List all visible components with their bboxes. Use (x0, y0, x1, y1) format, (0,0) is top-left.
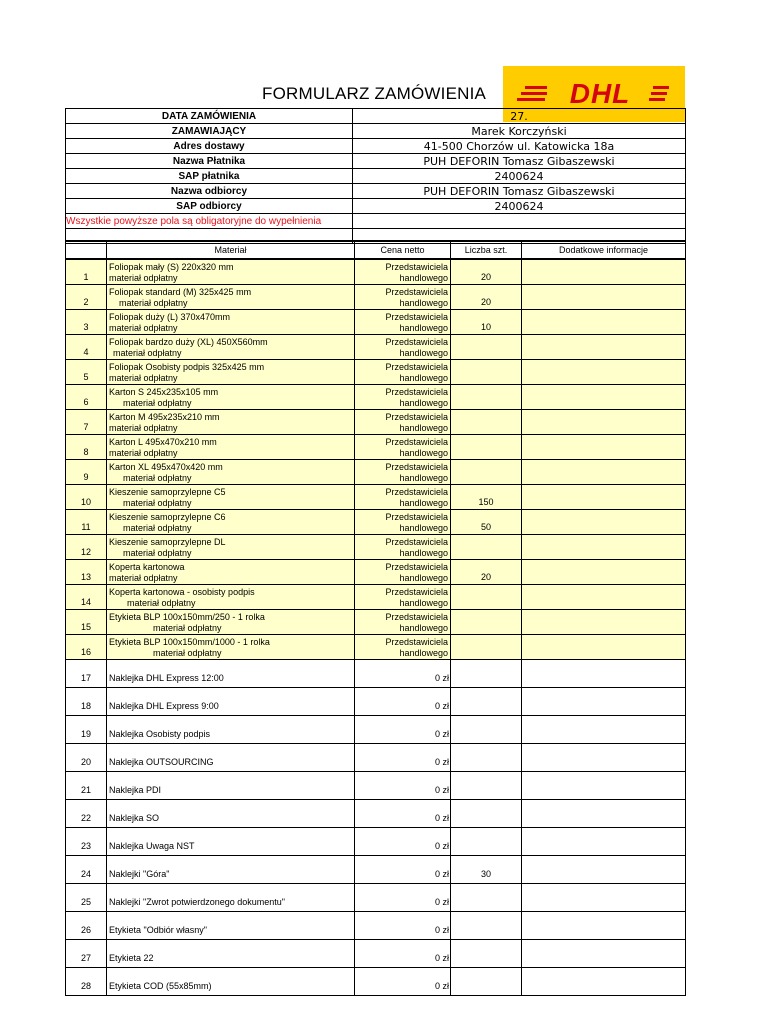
item-material (107, 610, 355, 635)
item-material: Etykieta 22 (107, 940, 355, 968)
item-material: Etykieta COD (55x85mm) (107, 968, 355, 996)
item-paid-note: materiał odpłatny (123, 498, 192, 508)
item-number: 20 (66, 744, 107, 772)
item-info-input[interactable] (522, 884, 686, 912)
item-price (355, 310, 451, 335)
item-price-line1: Przedstawiciela (385, 587, 448, 597)
item-row (66, 800, 686, 828)
item-paid-note: materiał odpłatny (123, 523, 192, 533)
item-row (66, 968, 686, 996)
item-number: 11 (66, 510, 107, 535)
item-number: 25 (66, 884, 107, 912)
item-material (107, 435, 355, 460)
item-price-line2: handlowego (399, 573, 448, 583)
item-qty-input[interactable] (451, 610, 522, 635)
item-paid-note: materiał odpłatny (123, 398, 192, 408)
item-paid-note: materiał odpłatny (109, 323, 178, 333)
item-price-line1: Przedstawiciela (385, 537, 448, 547)
item-info-input[interactable] (522, 968, 686, 996)
item-paid-note: materiał odpłatny (109, 373, 178, 383)
item-price (355, 460, 451, 485)
item-price-line1: Przedstawiciela (385, 412, 448, 422)
item-number: 9 (66, 460, 107, 485)
item-info-input[interactable] (522, 744, 686, 772)
item-qty-input[interactable] (451, 385, 522, 410)
col-material-header: Materiał (107, 241, 355, 259)
item-material: Naklejka PDI (107, 772, 355, 800)
header-row (66, 184, 686, 199)
item-price: 0 zł (355, 688, 451, 716)
header-value-field[interactable]: 2400624 (353, 169, 686, 184)
item-material (107, 560, 355, 585)
item-name: Etykieta BLP 100x150mm/250 - 1 rolka (109, 612, 265, 622)
item-row (66, 828, 686, 856)
item-material (107, 259, 355, 285)
item-row (66, 510, 686, 535)
item-material (107, 410, 355, 435)
item-row (66, 360, 686, 385)
item-price-line1: Przedstawiciela (385, 337, 448, 347)
item-qty-input[interactable] (451, 744, 522, 772)
item-material: Etykieta "Odbiór własny" (107, 912, 355, 940)
required-note-row (66, 214, 686, 229)
item-number: 21 (66, 772, 107, 800)
item-price-line1: Przedstawiciela (385, 362, 448, 372)
item-row (66, 744, 686, 772)
item-info-input[interactable] (522, 688, 686, 716)
item-price (355, 585, 451, 610)
item-row (66, 912, 686, 940)
item-name: Koperta kartonowa (109, 562, 185, 572)
item-name: Foliopak bardzo duży (XL) 450X560mm (109, 337, 268, 347)
item-row (66, 435, 686, 460)
item-price (355, 360, 451, 385)
item-price (355, 610, 451, 635)
item-price: 0 zł (355, 940, 451, 968)
item-price-line1: Przedstawiciela (385, 512, 448, 522)
required-note: Wszystkie powyższe pola są obligatoryjne do wypełnienia (66, 214, 353, 229)
item-number: 3 (66, 310, 107, 335)
item-qty-input[interactable] (451, 912, 522, 940)
item-name: Kieszenie samoprzylepne DL (109, 537, 226, 547)
item-paid-note: materiał odpłatny (127, 598, 196, 608)
item-price: 0 zł (355, 744, 451, 772)
item-number: 16 (66, 635, 107, 660)
item-row (66, 485, 686, 510)
item-material: Naklejka DHL Express 12:00 (107, 660, 355, 688)
item-material (107, 485, 355, 510)
item-price-line2: handlowego (399, 623, 448, 633)
item-price: 0 zł (355, 772, 451, 800)
item-name: Kieszenie samoprzylepne C5 (109, 487, 226, 497)
item-info-input[interactable] (522, 335, 686, 360)
item-row (66, 716, 686, 744)
item-price: 0 zł (355, 912, 451, 940)
item-price: 0 zł (355, 660, 451, 688)
item-name: Etykieta BLP 100x150mm/1000 - 1 rolka (109, 637, 270, 647)
header-label: SAP płatnika (66, 169, 353, 184)
item-price-line2: handlowego (399, 648, 448, 658)
item-info-input[interactable] (522, 410, 686, 435)
dhl-logo-text: DHL (569, 78, 631, 109)
item-price-line2: handlowego (399, 323, 448, 333)
header-value-field[interactable]: PUH DEFORIN Tomasz Gibaszewski (353, 154, 686, 169)
item-number: 8 (66, 435, 107, 460)
item-qty-input[interactable]: 150 (451, 485, 522, 510)
item-material (107, 335, 355, 360)
item-row (66, 884, 686, 912)
item-qty-input[interactable] (451, 940, 522, 968)
item-price-line2: handlowego (399, 423, 448, 433)
item-qty-input[interactable] (451, 460, 522, 485)
item-info-input[interactable] (522, 360, 686, 385)
item-qty-input[interactable]: 20 (451, 285, 522, 310)
items-table (65, 240, 686, 996)
item-price (355, 385, 451, 410)
item-material: Naklejki "Góra" (107, 856, 355, 884)
item-material (107, 310, 355, 335)
item-qty-input[interactable] (451, 688, 522, 716)
item-price-line1: Przedstawiciela (385, 562, 448, 572)
item-row (66, 410, 686, 435)
item-price (355, 410, 451, 435)
item-qty-input[interactable]: 50 (451, 510, 522, 535)
item-material: Naklejka OUTSOURCING (107, 744, 355, 772)
item-price (355, 535, 451, 560)
col-price-header: Cena netto (355, 241, 451, 259)
item-qty-input[interactable]: 30 (451, 856, 522, 884)
item-price-line2: handlowego (399, 448, 448, 458)
item-price (355, 635, 451, 660)
header-value-field[interactable]: Marek Korczyński (353, 124, 686, 139)
item-paid-note: materiał odpłatny (153, 648, 222, 658)
item-price-line2: handlowego (399, 498, 448, 508)
header-label: ZAMAWIAJĄCY (66, 124, 353, 139)
item-price: 0 zł (355, 828, 451, 856)
item-number: 7 (66, 410, 107, 435)
header-label: Nazwa odbiorcy (66, 184, 353, 199)
item-number: 19 (66, 716, 107, 744)
item-paid-note: materiał odpłatny (109, 448, 178, 458)
item-price-line2: handlowego (399, 273, 448, 283)
item-qty-input[interactable] (451, 635, 522, 660)
item-info-input[interactable] (522, 485, 686, 510)
item-price-line1: Przedstawiciela (385, 462, 448, 472)
item-name: Foliopak mały (S) 220x320 mm (109, 262, 234, 272)
item-info-input[interactable] (522, 460, 686, 485)
item-price: 0 zł (355, 800, 451, 828)
item-number: 27 (66, 940, 107, 968)
item-paid-note: materiał odpłatny (153, 623, 222, 633)
item-number: 5 (66, 360, 107, 385)
item-qty-input[interactable] (451, 716, 522, 744)
item-price: 0 zł (355, 856, 451, 884)
item-row (66, 310, 686, 335)
item-price-line2: handlowego (399, 373, 448, 383)
header-label: Adres dostawy (66, 139, 353, 154)
item-qty-input[interactable] (451, 410, 522, 435)
item-material (107, 535, 355, 560)
item-price (355, 485, 451, 510)
item-qty-input[interactable]: 20 (451, 259, 522, 285)
item-info-input[interactable] (522, 610, 686, 635)
item-price-line2: handlowego (399, 398, 448, 408)
item-info-input[interactable] (522, 285, 686, 310)
item-price (355, 285, 451, 310)
items-header-row (66, 241, 686, 259)
required-note-empty (353, 214, 686, 229)
item-info-input[interactable] (522, 259, 686, 285)
item-info-input[interactable] (522, 510, 686, 535)
item-paid-note: materiał odpłatny (123, 548, 192, 558)
item-material (107, 585, 355, 610)
col-qty-header: Liczba szt. (451, 241, 522, 259)
item-qty-input[interactable] (451, 335, 522, 360)
col-info-header: Dodatkowe informacje (522, 241, 686, 259)
item-material: Naklejka SO (107, 800, 355, 828)
item-price-line1: Przedstawiciela (385, 637, 448, 647)
item-price-line2: handlowego (399, 473, 448, 483)
item-number: 22 (66, 800, 107, 828)
header-label: SAP odbiorcy (66, 199, 353, 214)
item-name: Kieszenie samoprzylepne C6 (109, 512, 226, 522)
item-info-input[interactable] (522, 660, 686, 688)
item-number: 2 (66, 285, 107, 310)
order-header-table (65, 108, 686, 244)
header-row (66, 199, 686, 214)
item-material (107, 460, 355, 485)
item-number: 28 (66, 968, 107, 996)
item-qty-input[interactable] (451, 660, 522, 688)
item-qty-input[interactable] (451, 435, 522, 460)
item-name: Karton L 495x470x210 mm (109, 437, 217, 447)
item-name: Karton S 245x235x105 mm (109, 387, 219, 397)
item-info-input[interactable] (522, 772, 686, 800)
item-paid-note: materiał odpłatny (109, 273, 178, 283)
item-paid-note: materiał odpłatny (113, 348, 182, 358)
header-value-field[interactable]: 41-500 Chorzów ul. Katowicka 18a (353, 139, 686, 154)
item-row (66, 285, 686, 310)
item-price (355, 560, 451, 585)
item-number: 12 (66, 535, 107, 560)
header-label: Nazwa Płatnika (66, 154, 353, 169)
item-qty-input[interactable] (451, 884, 522, 912)
item-material (107, 510, 355, 535)
header-row (66, 139, 686, 154)
item-name: Foliopak Osobisty podpis 325x425 mm (109, 362, 265, 372)
item-row (66, 856, 686, 884)
item-name: Koperta kartonowa - osobisty podpis (109, 587, 255, 597)
item-qty-input[interactable] (451, 828, 522, 856)
item-info-input[interactable] (522, 585, 686, 610)
item-price-line2: handlowego (399, 548, 448, 558)
item-qty-input[interactable] (451, 968, 522, 996)
item-paid-note: materiał odpłatny (109, 423, 178, 433)
header-value-field[interactable]: 27. (353, 109, 686, 124)
item-number: 6 (66, 385, 107, 410)
item-paid-note: materiał odpłatny (109, 573, 178, 583)
item-price: 0 zł (355, 884, 451, 912)
item-row (66, 585, 686, 610)
item-row (66, 772, 686, 800)
item-number: 13 (66, 560, 107, 585)
header-value-field[interactable]: PUH DEFORIN Tomasz Gibaszewski (353, 184, 686, 199)
item-info-input[interactable] (522, 635, 686, 660)
item-name: Karton M 495x235x210 mm (109, 412, 220, 422)
form-title: FORMULARZ ZAMÓWIENIA (262, 84, 487, 103)
item-number: 10 (66, 485, 107, 510)
item-row (66, 535, 686, 560)
item-info-input[interactable] (522, 560, 686, 585)
item-material (107, 285, 355, 310)
header-row (66, 109, 686, 124)
item-info-input[interactable] (522, 940, 686, 968)
item-price-line1: Przedstawiciela (385, 262, 448, 272)
item-price-line1: Przedstawiciela (385, 387, 448, 397)
item-price-line2: handlowego (399, 523, 448, 533)
item-price-line2: handlowego (399, 348, 448, 358)
item-name: Karton XL 495x470x420 mm (109, 462, 223, 472)
header-value-field[interactable]: 2400624 (353, 199, 686, 214)
item-price-line1: Przedstawiciela (385, 612, 448, 622)
item-paid-note: materiał odpłatny (119, 298, 188, 308)
col-number-header (66, 241, 107, 259)
item-row (66, 635, 686, 660)
item-qty-input[interactable] (451, 800, 522, 828)
item-row (66, 940, 686, 968)
item-row (66, 259, 686, 285)
item-number: 14 (66, 585, 107, 610)
item-price-line1: Przedstawiciela (385, 487, 448, 497)
item-material (107, 385, 355, 410)
item-info-input[interactable] (522, 856, 686, 884)
item-name: Foliopak duży (L) 370x470mm (109, 312, 231, 322)
item-row (66, 660, 686, 688)
header-row (66, 169, 686, 184)
item-row (66, 335, 686, 360)
item-number: 15 (66, 610, 107, 635)
item-number: 1 (66, 259, 107, 285)
item-price: 0 zł (355, 968, 451, 996)
item-qty-input[interactable] (451, 360, 522, 385)
item-price-line2: handlowego (399, 298, 448, 308)
item-price (355, 435, 451, 460)
item-info-input[interactable] (522, 828, 686, 856)
item-name: Foliopak standard (M) 325x425 mm (109, 287, 252, 297)
item-info-input[interactable] (522, 535, 686, 560)
item-price-line1: Przedstawiciela (385, 287, 448, 297)
item-material (107, 360, 355, 385)
item-number: 24 (66, 856, 107, 884)
item-price: 0 zł (355, 716, 451, 744)
item-material: Naklejki "Zwrot potwierdzonego dokumentu" (107, 884, 355, 912)
item-qty-input[interactable] (451, 772, 522, 800)
item-price-line1: Przedstawiciela (385, 312, 448, 322)
item-row (66, 385, 686, 410)
item-number: 17 (66, 660, 107, 688)
item-material (107, 635, 355, 660)
item-row (66, 610, 686, 635)
item-qty-input[interactable] (451, 585, 522, 610)
item-row (66, 688, 686, 716)
item-row (66, 460, 686, 485)
item-material: Naklejka Osobisty podpis (107, 716, 355, 744)
item-info-input[interactable] (522, 800, 686, 828)
item-row (66, 560, 686, 585)
item-price (355, 259, 451, 285)
item-qty-input[interactable] (451, 535, 522, 560)
item-number: 18 (66, 688, 107, 716)
item-price-line2: handlowego (399, 598, 448, 608)
item-paid-note: materiał odpłatny (123, 473, 192, 483)
item-number: 26 (66, 912, 107, 940)
item-number: 23 (66, 828, 107, 856)
item-qty-input[interactable]: 20 (451, 560, 522, 585)
item-info-input[interactable] (522, 435, 686, 460)
item-info-input[interactable] (522, 385, 686, 410)
header-row (66, 154, 686, 169)
header-label: DATA ZAMÓWIENIA (66, 109, 353, 124)
item-info-input[interactable] (522, 310, 686, 335)
item-material: Naklejka DHL Express 9:00 (107, 688, 355, 716)
item-price (355, 510, 451, 535)
item-price-line1: Przedstawiciela (385, 437, 448, 447)
item-info-input[interactable] (522, 912, 686, 940)
item-price (355, 335, 451, 360)
item-qty-input[interactable]: 10 (451, 310, 522, 335)
header-row (66, 124, 686, 139)
item-info-input[interactable] (522, 716, 686, 744)
item-number: 4 (66, 335, 107, 360)
item-material: Naklejka Uwaga NST (107, 828, 355, 856)
